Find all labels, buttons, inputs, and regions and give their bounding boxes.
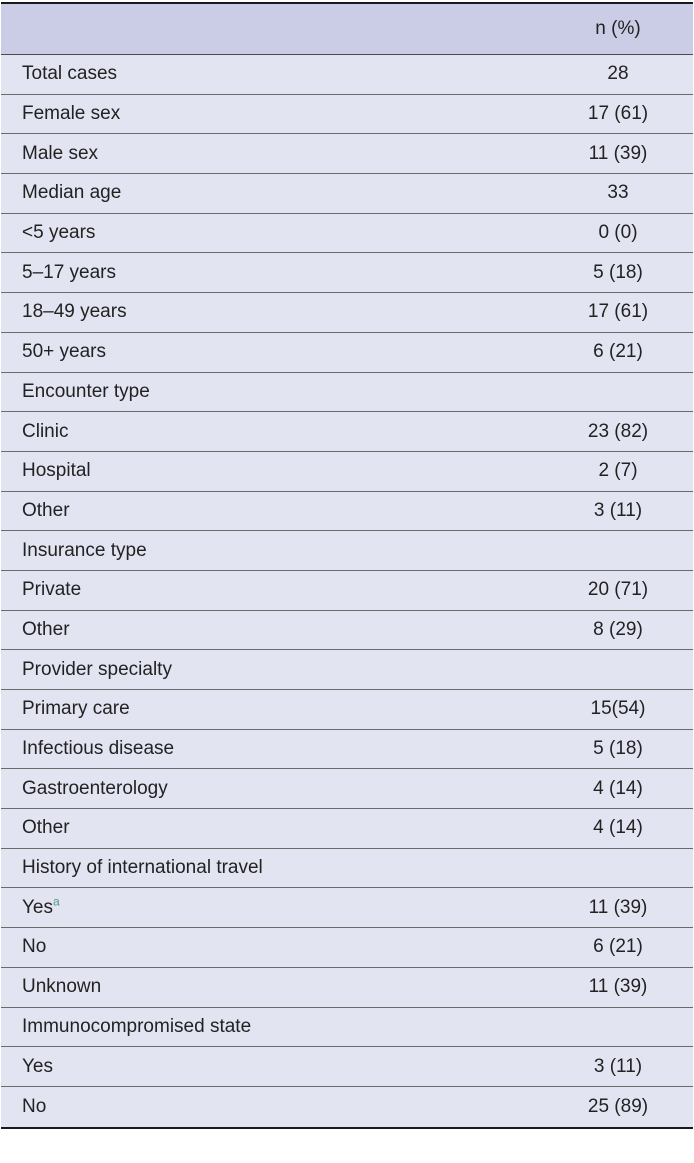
table-body (1, 55, 693, 1127)
table-row (1, 134, 693, 174)
row-label-text: Unknown (22, 976, 102, 998)
row-label (22, 698, 130, 720)
row-label-text: No (22, 1095, 47, 1117)
row-value: 23 (82) (587, 420, 649, 442)
row-label-text: Yes (22, 1055, 53, 1077)
row-value: 4 (14) (593, 817, 643, 839)
row-value: 25 (89) (587, 1095, 649, 1117)
table-row (1, 1047, 693, 1087)
row-label-text: Insurance type (22, 539, 147, 561)
row-value: 5 (18) (593, 261, 643, 283)
table-row (1, 214, 693, 254)
row-label-text: Yes (22, 896, 53, 918)
row-value: 17 (61) (587, 103, 649, 125)
row-value: 0 (0) (598, 222, 638, 244)
table-row (1, 888, 693, 928)
row-label-text: <5 years (22, 222, 96, 244)
row-value: 6 (21) (593, 936, 643, 958)
row-label-text: Private (22, 579, 82, 601)
row-label-text: Total cases (22, 63, 118, 85)
row-value: 20 (71) (587, 579, 649, 601)
row-label-text: 18–49 years (22, 301, 127, 323)
table-row (1, 690, 693, 730)
row-label-text: Gastroenterology (22, 777, 168, 799)
table-row (1, 849, 693, 889)
table-row (1, 412, 693, 452)
table-row (1, 769, 693, 809)
row-label (22, 421, 68, 443)
row-label (22, 63, 117, 85)
table-row (1, 95, 693, 135)
row-label (22, 659, 172, 681)
row-label (22, 619, 70, 641)
row-label (22, 1016, 251, 1038)
row-value: 5 (18) (593, 738, 643, 760)
table-header (1, 4, 693, 55)
row-label (22, 976, 101, 998)
row-label-text: 5–17 years (22, 261, 117, 283)
table-row (1, 611, 693, 651)
row-label-text: Other (22, 618, 70, 640)
row-label (22, 778, 168, 800)
row-value: 11 (39) (588, 896, 648, 918)
row-label-text: Other (22, 499, 70, 521)
row-label (22, 103, 120, 125)
table-row (1, 293, 693, 333)
table-row (1, 1087, 693, 1127)
row-label (22, 540, 147, 562)
row-value: 3 (11) (593, 499, 643, 521)
row-label-text: Clinic (22, 420, 69, 442)
row-label (22, 143, 98, 165)
table-row (1, 55, 693, 95)
row-label-text: Provider specialty (22, 658, 172, 680)
table-row (1, 968, 693, 1008)
row-value: 33 (607, 182, 629, 204)
row-value: 15(54) (590, 698, 646, 720)
table-row (1, 650, 693, 690)
row-label (22, 460, 91, 482)
row-label (22, 262, 116, 284)
row-label (22, 182, 121, 204)
row-value: 4 (14) (593, 777, 643, 799)
row-value: 2 (7) (598, 460, 638, 482)
row-label-text: Infectious disease (22, 738, 175, 760)
row-label-text: Other (22, 817, 70, 839)
row-label-text: 50+ years (22, 341, 106, 363)
row-label-text: Encounter type (22, 380, 150, 402)
row-value: 8 (29) (593, 618, 643, 640)
table-row (1, 809, 693, 849)
table-row (1, 174, 693, 214)
row-label-text: Hospital (22, 460, 91, 482)
row-label (22, 341, 106, 363)
row-label (22, 222, 95, 244)
row-label-text: History of international travel (22, 857, 263, 879)
row-label (22, 817, 70, 839)
row-label (22, 500, 70, 522)
data-table (1, 2, 693, 1129)
row-label (22, 301, 127, 323)
row-value: 11 (39) (588, 142, 648, 164)
row-label (22, 857, 263, 879)
table-row (1, 333, 693, 373)
table-row (1, 730, 693, 770)
row-label (22, 381, 150, 403)
table-row (1, 1008, 693, 1048)
row-label-text: Immunocompromised state (22, 1015, 252, 1037)
row-value: 17 (61) (587, 301, 649, 323)
row-value: 3 (11) (593, 1055, 643, 1077)
table-row (1, 928, 693, 968)
table-row (1, 531, 693, 571)
header-value-column: n (%) (595, 18, 641, 39)
row-label (22, 579, 81, 601)
row-label-text: Primary care (22, 698, 130, 720)
table-row (1, 492, 693, 532)
table-row (1, 373, 693, 413)
table-row (1, 452, 693, 492)
row-label (22, 738, 174, 760)
row-label-text: Male sex (22, 142, 99, 164)
table-row (1, 253, 693, 293)
row-value: 28 (607, 63, 629, 85)
row-label-text: No (22, 936, 47, 958)
row-label-text: Female sex (22, 103, 121, 125)
footnote-marker: a (53, 894, 60, 909)
row-label (22, 894, 60, 919)
row-label (22, 936, 46, 958)
row-label-text: Median age (22, 182, 122, 204)
row-value: 6 (21) (593, 341, 643, 363)
table-row (1, 571, 693, 611)
row-label (22, 1096, 46, 1118)
row-label (22, 1056, 53, 1078)
row-value: 11 (39) (588, 976, 648, 998)
